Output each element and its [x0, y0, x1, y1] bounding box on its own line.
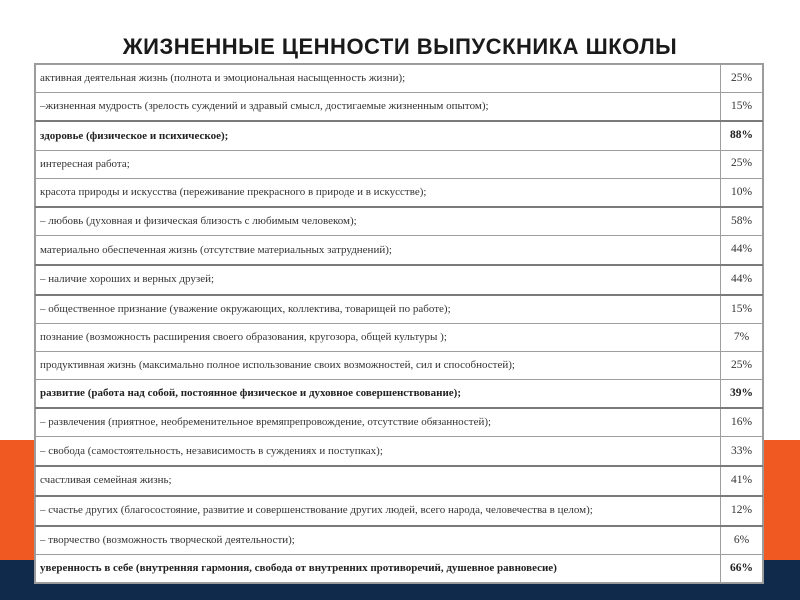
value-percent: 44% — [721, 236, 763, 265]
value-percent: 15% — [721, 295, 763, 324]
value-percent: 7% — [721, 323, 763, 351]
table-row — [36, 92, 763, 121]
value-percent: 41% — [721, 466, 763, 496]
value-percent: 25% — [721, 150, 763, 178]
value-description: уверенность в себе (внутренняя гармония, свобода от внутренних противоречий, душевное равновесие) — [36, 554, 721, 582]
table-row — [36, 150, 763, 178]
value-description: материально обеспеченная жизнь (отсутствие материальных затруднений); — [36, 236, 721, 265]
table-row — [36, 65, 763, 93]
table-row — [36, 323, 763, 351]
value-description: здоровье (физическое и психическое); — [36, 121, 721, 150]
table-row — [36, 295, 763, 324]
value-percent: 33% — [721, 437, 763, 466]
table-row — [36, 408, 763, 437]
value-description: интересная работа; — [36, 150, 721, 178]
values-table — [34, 63, 764, 584]
value-percent: 15% — [721, 92, 763, 121]
table-row — [36, 236, 763, 265]
table-row — [36, 437, 763, 466]
value-percent: 10% — [721, 178, 763, 207]
value-description: – счастье других (благосостояние, развитие и совершенствование других людей, всего народа, человечества в целом); — [36, 496, 721, 526]
value-description: – общественное признание (уважение окружающих, коллектива, товарищей по работе); — [36, 295, 721, 324]
table-row — [36, 554, 763, 582]
value-percent: 44% — [721, 265, 763, 295]
decor-orange-block-right — [760, 440, 800, 560]
table-row — [36, 466, 763, 496]
value-description: познание (возможность расширения своего образования, кругозора, общей культуры ); — [36, 323, 721, 351]
table-row — [36, 351, 763, 379]
value-description: – наличие хороших и верных друзей; — [36, 265, 721, 295]
value-percent: 12% — [721, 496, 763, 526]
value-percent: 25% — [721, 351, 763, 379]
table-row — [36, 526, 763, 555]
table-row — [36, 379, 763, 408]
value-percent: 66% — [721, 554, 763, 582]
value-description: активная деятельная жизнь (полнота и эмоциональная насыщенность жизни); — [36, 65, 721, 93]
value-description: – свобода (самостоятельность, независимость в суждениях и поступках); — [36, 437, 721, 466]
value-percent: 25% — [721, 65, 763, 93]
value-percent: 39% — [721, 379, 763, 408]
value-percent: 6% — [721, 526, 763, 555]
value-percent: 58% — [721, 207, 763, 236]
value-percent: 88% — [721, 121, 763, 150]
page-title: ЖИЗНЕННЫЕ ЦЕННОСТИ ВЫПУСКНИКА ШКОЛЫ — [122, 34, 678, 59]
table-row — [36, 496, 763, 526]
value-description: –жизненная мудрость (зрелость суждений и здравый смысл, достигаемые жизненным опытом); — [36, 92, 721, 121]
value-description: развитие (работа над собой, постоянное физическое и духовное совершенствование); — [36, 379, 721, 408]
value-description: продуктивная жизнь (максимально полное использование своих возможностей, сил и способностей); — [36, 351, 721, 379]
table-row — [36, 121, 763, 150]
table-row — [36, 265, 763, 295]
table-row — [36, 207, 763, 236]
value-description: – творчество (возможность творческой деятельности); — [36, 526, 721, 555]
value-percent: 16% — [721, 408, 763, 437]
value-description: – развлечения (приятное, необременительное времяпрепровождение, отсутствие обязанностей); — [36, 408, 721, 437]
value-description: счастливая семейная жизнь; — [36, 466, 721, 496]
value-description: – любовь (духовная и физическая близость с любимым человеком); — [36, 207, 721, 236]
table-row — [36, 178, 763, 207]
value-description: красота природы и искусства (переживание прекрасного в природе и в искусстве); — [36, 178, 721, 207]
